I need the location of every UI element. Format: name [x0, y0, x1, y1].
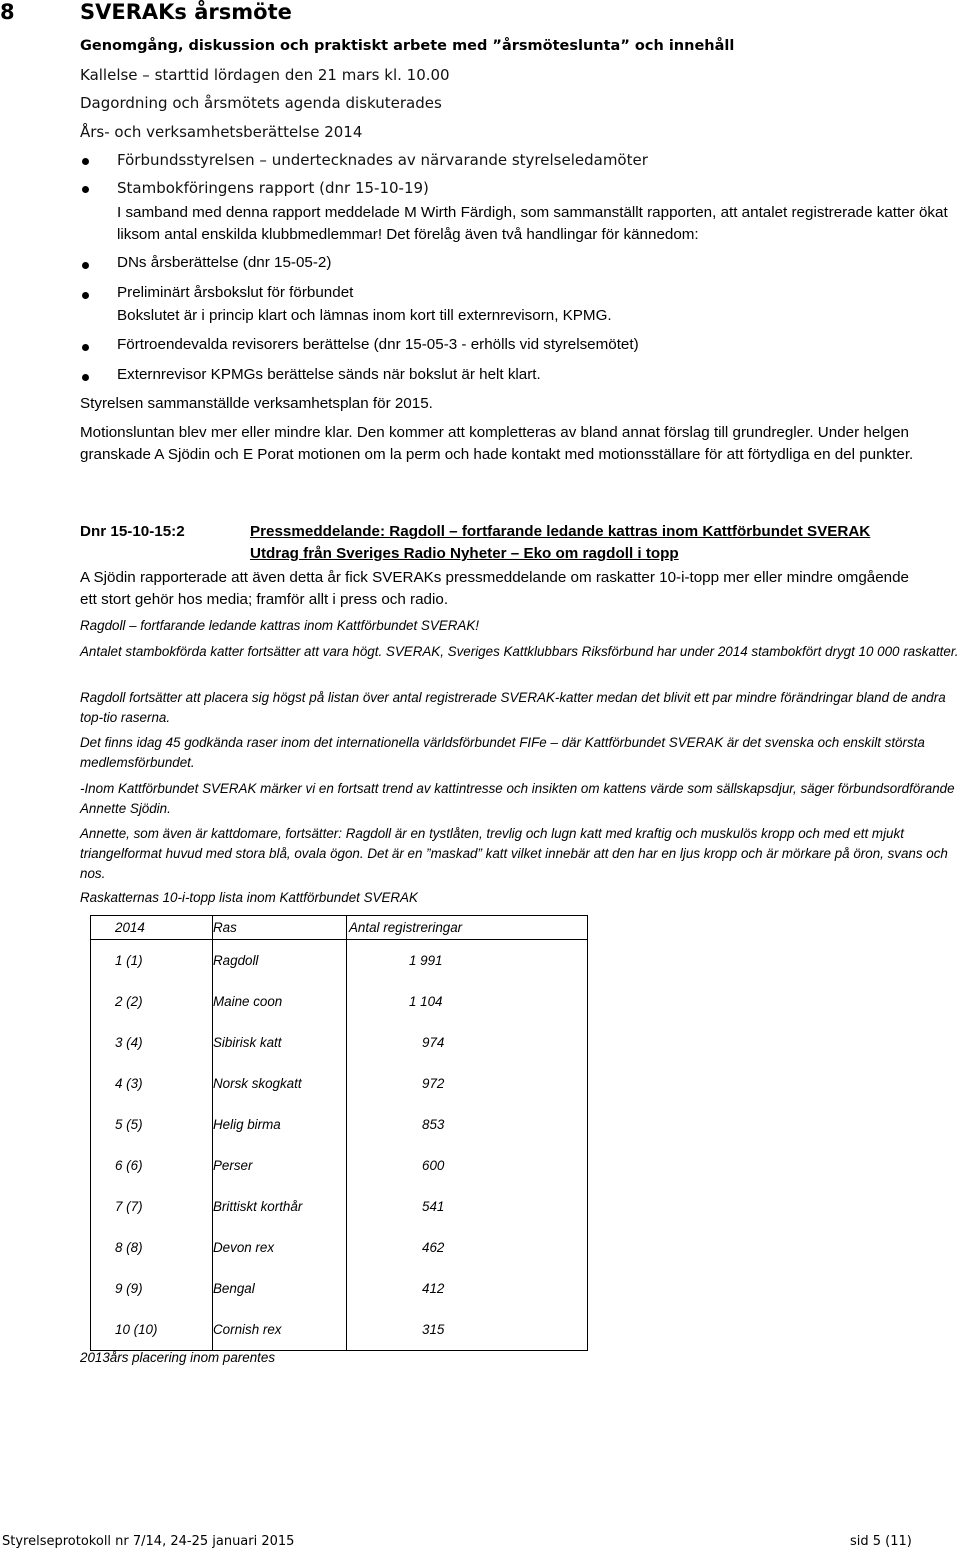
table-cell: 462: [347, 1227, 588, 1268]
table-cell: 3 (4): [91, 1022, 213, 1063]
table-cell: Brittiskt korthår: [213, 1186, 347, 1227]
table-cell: 1 104: [347, 981, 588, 1022]
intro-line: Dagordning och årsmötets agenda diskuterades: [80, 94, 442, 112]
table-cell: Devon rex: [213, 1227, 347, 1268]
table-cell: Perser: [213, 1145, 347, 1186]
table-cell: 10 (10): [91, 1309, 213, 1351]
intro-line: Års- och verksamhetsberättelse 2014: [80, 123, 363, 141]
table-header-cell: Ras: [213, 916, 347, 940]
bullet-item: Stambokföringens rapport (dnr 15-10-19): [117, 179, 429, 197]
press-paragraph: Ragdoll fortsätter att placera sig högst på listan över antal registrerade SVERAK-katter medan det blivit ett par mindre förändringar bland de andra top-tio raserna.: [80, 690, 946, 725]
table-cell: Bengal: [213, 1268, 347, 1309]
table-cell: 972: [347, 1063, 588, 1104]
footer-page-number: sid 5 (11): [850, 1534, 912, 1549]
table-cell: 5 (5): [91, 1104, 213, 1145]
press-paragraph: Annette, som även är kattdomare, fortsätter: Ragdoll är en tystlåten, trevlig och lugn katt med kraftig och muskulös kropp och med ett mjukt triangelformat huvud med stora blå, ovala ögon. Det är en ”maskad” katt vilket innebär att den har en ljus kropp och är mörkare på öron, svans och nos.: [80, 826, 948, 881]
table-cell: 315: [347, 1309, 588, 1351]
subheading: Genomgång, diskussion och praktiskt arbete med ”årsmöteslunta” och innehåll: [80, 38, 735, 54]
press-paragraph: Antalet stambokförda katter fortsätter att vara högt. SVERAK, Sveriges Kattklubbars Riksförbund har under 2014 stambokfört drygt 10 000 raskatter.: [80, 644, 959, 659]
table-row: [91, 1063, 588, 1104]
table-row: [91, 1022, 588, 1063]
table-cell: 7 (7): [91, 1186, 213, 1227]
dnr-subtitle: Utdrag från Sveriges Radio Nyheter – Eko om ragdoll i topp: [250, 545, 679, 562]
table-cell: 2 (2): [91, 981, 213, 1022]
table-cell: Helig birma: [213, 1104, 347, 1145]
table-cell: Norsk skogkatt: [213, 1063, 347, 1104]
table-cell: 8 (8): [91, 1227, 213, 1268]
section-heading: [0, 0, 292, 24]
table-header-label: Antal registreringar: [349, 920, 463, 935]
bullet-item: Externrevisor KPMGs berättelse sänds när bokslut är helt klart.: [117, 366, 541, 383]
footer-left: Styrelseprotokoll nr 7/14, 24-25 januari 2015: [2, 1534, 295, 1549]
bullet-item: Förbundsstyrelsen – undertecknades av närvarande styrelseledamöter: [117, 151, 648, 169]
section-title: SVERAKs årsmöte: [80, 0, 292, 24]
table-cell: 4 (3): [91, 1063, 213, 1104]
bullet-item: Förtroendevalda revisorers berättelse (dnr 15-05-3 - erhölls vid styrelsemötet): [117, 336, 639, 353]
bullet-icon: [82, 158, 89, 165]
bokslut-text: Bokslutet är i princip klart och lämnas inom kort till externrevisorn, KPMG.: [117, 307, 612, 324]
bullet-icon: [82, 292, 89, 299]
press-paragraph: -Inom Kattförbundet SVERAK märker vi en fortsatt trend av kattintresse och insikten om kattens värde som sällskapsdjur, säger förbundsordförande Annette Sjödin.: [80, 781, 955, 816]
table-cell: 6 (6): [91, 1145, 213, 1186]
table-cell: 1 991: [347, 940, 588, 982]
bullet-item: Preliminärt årsbokslut för förbundet: [117, 284, 354, 301]
dnr-label: Dnr 15-10-15:2: [80, 523, 185, 540]
table-row: [91, 1186, 588, 1227]
table-cell: 974: [347, 1022, 588, 1063]
table-cell: 9 (9): [91, 1268, 213, 1309]
section-number: 8: [0, 0, 15, 24]
table-cell: Ragdoll: [213, 940, 347, 982]
table-cell: 541: [347, 1186, 588, 1227]
stambok-text: I samband med denna rapport meddelade M Wirth Färdigh, som sammanställt rapporten, att antalet registrerade katter ökat liksom antal enskilda klubbmedlemmar! Det förelåg även två handlingar för kännedom:: [117, 204, 948, 243]
table-row: [91, 1104, 588, 1145]
table-cell: 412: [347, 1268, 588, 1309]
table-header-cell: 2014: [91, 916, 213, 940]
verksamhetsplan-text: Styrelsen sammanställde verksamhetsplan för 2015.: [80, 395, 433, 412]
motion-text: Motionsluntan blev mer eller mindre klar. Den kommer att kompletteras av bland annat förslag till grundregler. Under helgen granskade A Sjödin och E Porat motionen om la perm och hade kontakt med motionsställare för att förtydliga en del punkter.: [80, 424, 914, 463]
dnr-title: Pressmeddelande: Ragdoll – fortfarande ledande kattras inom Kattförbundet SVERAK: [250, 523, 871, 540]
table-caption: Raskatternas 10-i-topp lista inom Kattförbundet SVERAK: [80, 890, 418, 905]
table-cell: Cornish rex: [213, 1309, 347, 1351]
table-cell: Maine coon: [213, 981, 347, 1022]
table-row: [91, 1309, 588, 1351]
table-cell: Sibirisk katt: [213, 1022, 347, 1063]
table-row: [91, 1145, 588, 1186]
table-row: [91, 1268, 588, 1309]
bullet-item: DNs årsberättelse (dnr 15-05-2): [117, 254, 332, 271]
table-row: [91, 1227, 588, 1268]
table-header-row: [91, 916, 588, 940]
table-note: 2013års placering inom parentes: [80, 1350, 276, 1365]
table-row: [91, 940, 588, 982]
table-header-cell: [347, 916, 588, 940]
table-cell: 600: [347, 1145, 588, 1186]
table-row: [91, 981, 588, 1022]
table-cell: 1 (1): [91, 940, 213, 982]
press-paragraph: Det finns idag 45 godkända raser inom det internationella världsförbundet FIFe – där Kattförbundet SVERAK är det svenska och enskilt största medlemsförbundet.: [80, 735, 925, 770]
bullet-icon: [82, 262, 89, 269]
bullet-icon: [82, 186, 89, 193]
press-title: Ragdoll – fortfarande ledande kattras inom Kattförbundet SVERAK!: [80, 618, 479, 633]
ranking-table: [90, 915, 588, 1351]
bullet-icon: [82, 374, 89, 381]
table-cell: 853: [347, 1104, 588, 1145]
intro-line: Kallelse – starttid lördagen den 21 mars kl. 10.00: [80, 66, 450, 84]
dnr-body: A Sjödin rapporterade att även detta år fick SVERAKs pressmeddelande om raskatter 10-i-topp mer eller mindre omgående ett stort gehör hos media; framför allt i press och radio.: [80, 569, 909, 608]
bullet-icon: [82, 344, 89, 351]
